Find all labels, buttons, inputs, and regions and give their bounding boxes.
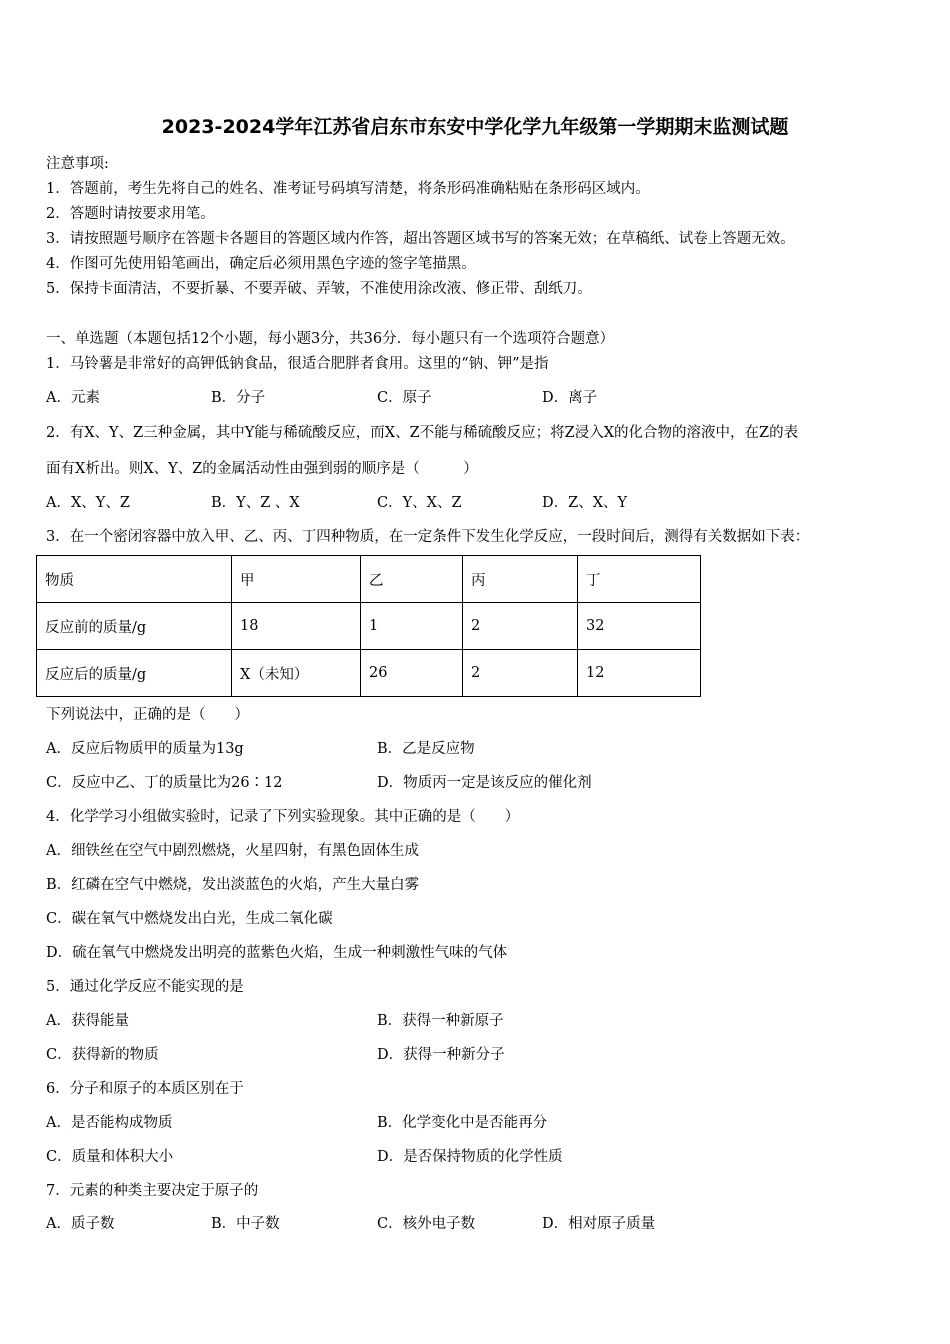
question-1-stem: 1．马铃薯是非常好的高钾低钠食品，很适合肥胖者食用。这里的“钠、钾”是指 — [46, 356, 549, 372]
question-4-option-a: A．细铁丝在空气中剧烈燃烧，火星四射，有黑色固体生成 — [46, 843, 419, 859]
table-cell: 物质 — [37, 556, 232, 603]
mass-data-table — [36, 555, 701, 697]
question-3-option-d: D．物质丙一定是该反应的催化剂 — [377, 775, 592, 791]
notice-item: 5．保持卡面清洁，不要折暴、不要弄破、弄皱，不准使用涂改液、修正带、刮纸刀。 — [46, 281, 592, 297]
question-2-option-b: B．Y、Z 、X — [211, 495, 300, 511]
table-row — [37, 603, 701, 650]
table-cell: 2 — [463, 650, 578, 697]
question-7-option-d: D．相对原子质量 — [542, 1216, 656, 1232]
exam-title: 2023-2024学年江苏省启东市东安中学化学九年级第一学期期末监测试题 — [161, 116, 789, 138]
table-cell: 26 — [361, 650, 463, 697]
question-6-option-c: C．质量和体积大小 — [46, 1149, 174, 1165]
notice-heading: 注意事项: — [46, 156, 109, 172]
question-7-option-b: B．中子数 — [211, 1216, 280, 1232]
notice-item: 3．请按照题号顺序在答题卡各题目的答题区域内作答，超出答题区域书写的答案无效；在草稿纸、试卷上答题无效。 — [46, 231, 795, 247]
question-4-stem: 4．化学学习小组做实验时，记录了下列实验现象。其中正确的是（ ） — [46, 809, 520, 825]
question-3-option-a: A．反应后物质甲的质量为13g — [46, 741, 244, 757]
question-1-option-d: D．离子 — [542, 390, 598, 406]
question-2-option-c: C．Y、X、Z — [377, 495, 462, 511]
table-cell: 丙 — [463, 556, 578, 603]
table-header-row — [37, 556, 701, 603]
question-4-option-c: C．碳在氧气中燃烧发出白光，生成二氧化碳 — [46, 911, 333, 927]
question-4-option-b: B．红磷在空气中燃烧，发出淡蓝色的火焰，产生大量白雾 — [46, 877, 420, 893]
question-5-option-c: C．获得新的物质 — [46, 1047, 159, 1063]
table-cell: 反应前的质量/g — [37, 603, 232, 650]
question-5-option-a: A．获得能量 — [46, 1013, 129, 1029]
question-7-stem: 7．元素的种类主要决定于原子的 — [46, 1183, 259, 1199]
question-2-stem: 2．有X、Y、Z三种金属，其中Y能与稀硫酸反应，而X、Z不能与稀硫酸反应；将Z浸入X的化合物的溶液中，在Z的表 — [46, 425, 799, 441]
question-3-stem: 3．在一个密闭容器中放入甲、乙、丙、丁四种物质，在一定条件下发生化学反应，一段时间后，测得有关数据如下表： — [46, 529, 810, 545]
question-3-option-b: B．乙是反应物 — [377, 741, 475, 757]
table-cell: 1 — [361, 603, 463, 650]
notice-item: 1．答题前，考生先将自己的姓名、准考证号码填写清楚，将条形码准确粘贴在条形码区域内。 — [46, 181, 650, 197]
notice-item: 4．作图可先使用铅笔画出，确定后必须用黑色字迹的签字笔描黑。 — [46, 256, 476, 272]
question-1-option-b: B．分子 — [211, 390, 266, 406]
section-heading: 一、单选题（本题包括12个小题，每小题3分，共36分．每小题只有一个选项符合题意） — [46, 331, 615, 347]
question-3-option-c: C．反应中乙、丁的质量比为26∶12 — [46, 775, 283, 791]
table-cell: 乙 — [361, 556, 463, 603]
question-1-option-a: A．元素 — [46, 390, 100, 406]
table-cell: 丁 — [578, 556, 701, 603]
question-4-option-d: D．硫在氧气中燃烧发出明亮的蓝紫色火焰，生成一种刺激性气味的气体 — [46, 945, 508, 961]
question-6-stem: 6．分子和原子的本质区别在于 — [46, 1081, 244, 1097]
question-6-option-b: B．化学变化中是否能再分 — [377, 1115, 548, 1131]
table-cell: 32 — [578, 603, 701, 650]
table-cell: 反应后的质量/g — [37, 650, 232, 697]
question-2-stem-cont: 面有X析出。则X、Y、Z的金属活动性由强到弱的顺序是（ ） — [46, 461, 478, 477]
table-cell: 18 — [232, 603, 361, 650]
table-cell: 12 — [578, 650, 701, 697]
notice-item: 2．答题时请按要求用笔。 — [46, 206, 215, 222]
question-6-option-d: D．是否保持物质的化学性质 — [377, 1149, 563, 1165]
table-cell: 2 — [463, 603, 578, 650]
table-row — [37, 650, 701, 697]
question-1-option-c: C．原子 — [377, 390, 432, 406]
question-2-option-a: A．X、Y、Z — [46, 495, 130, 511]
question-6-option-a: A．是否能构成物质 — [46, 1115, 173, 1131]
table-cell: 甲 — [232, 556, 361, 603]
question-5-option-d: D．获得一种新分子 — [377, 1047, 505, 1063]
table-cell: X（未知） — [232, 650, 361, 697]
question-2-option-d: D．Z、X、Y — [542, 495, 628, 511]
question-3-prompt: 下列说法中，正确的是（ ） — [46, 707, 249, 723]
question-5-stem: 5．通过化学反应不能实现的是 — [46, 979, 244, 995]
question-7-option-a: A．质子数 — [46, 1216, 115, 1232]
question-7-option-c: C．核外电子数 — [377, 1216, 476, 1232]
question-5-option-b: B．获得一种新原子 — [377, 1013, 504, 1029]
